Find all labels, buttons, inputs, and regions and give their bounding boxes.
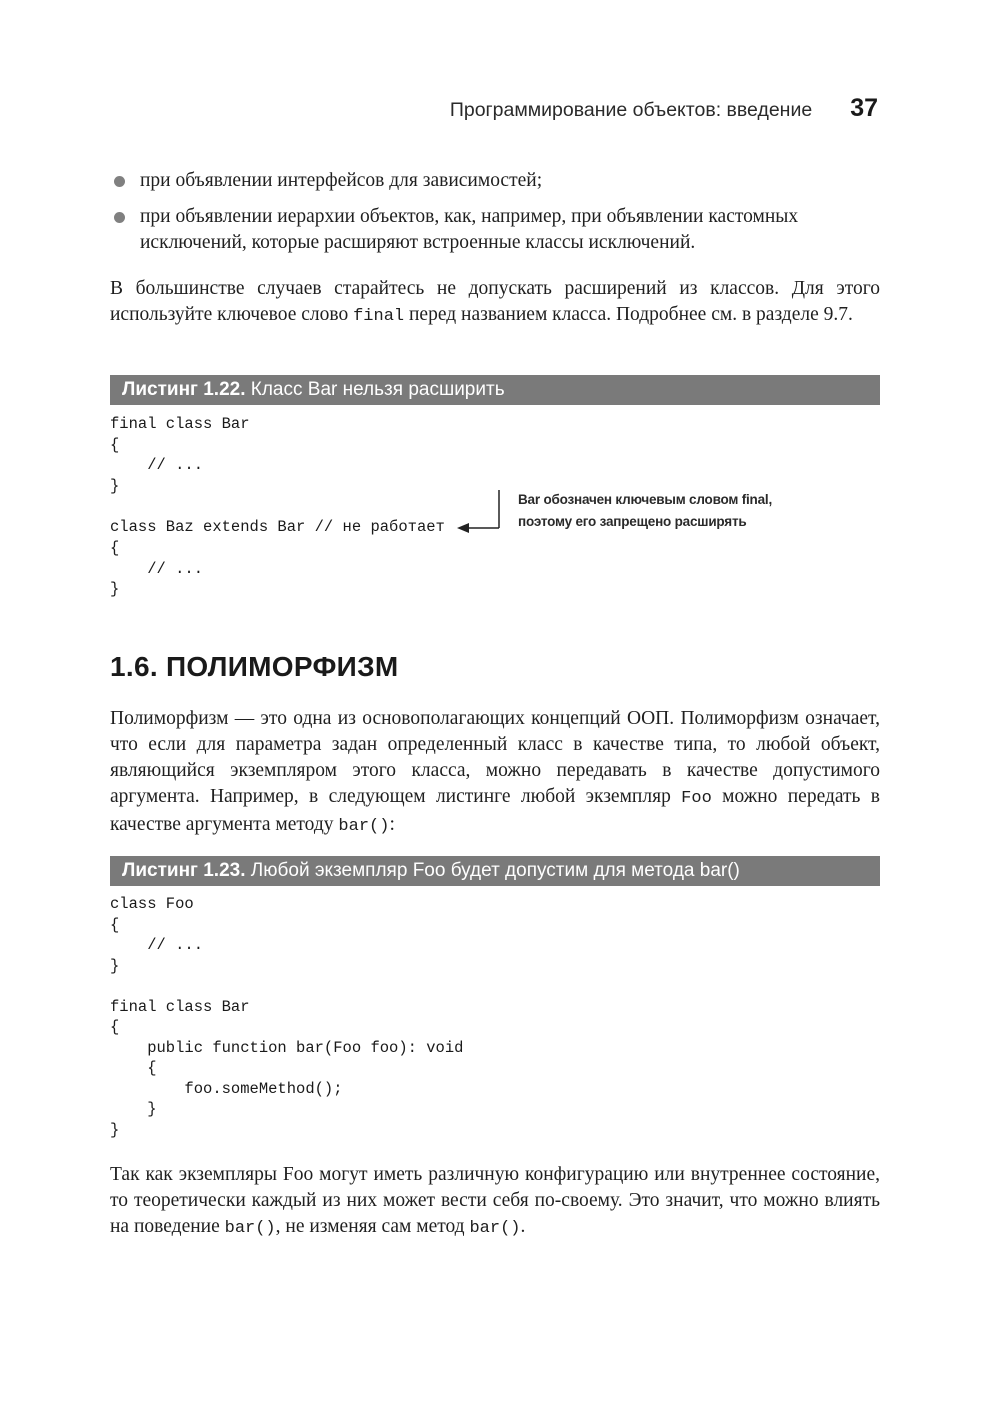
paragraph-text: В большинстве случаев старайтесь не допускать расширений из классов. Для этого используйте ключевое слово: [110, 278, 880, 325]
listing-number: Листинг 1.22.: [122, 379, 246, 400]
code-block: final class Bar { // ... }: [110, 415, 250, 495]
paragraph-text: Полиморфизм — это одна из основополагающих концепций ООП. Полиморфизм означает, что если для параметра задан определенный класс в качестве типа, то любой объект, являющийся экземпляром этого класса, можно передавать в качестве допустимого аргумента. Например, в следующем листинге любой экземпляр: [110, 708, 880, 807]
list-item-text: при объявлении интерфейсов для зависимостей;: [140, 170, 543, 191]
listing-title-bar: [110, 375, 880, 405]
paragraph-text: :: [389, 814, 395, 835]
inline-code: Foo: [681, 789, 712, 808]
code-block: class Foo { // ... } final class Bar { public function bar(Foo foo): void { foo.someMethod(); } }: [110, 895, 464, 1139]
paragraph-text: , не изменяя сам метод: [275, 1216, 470, 1237]
paragraph-conclusion: [110, 1162, 880, 1242]
inline-code: final: [353, 307, 405, 326]
running-header-title: Программирование объектов: введение: [449, 99, 813, 121]
paragraph-final-keyword: [110, 276, 880, 330]
paragraph-text: перед названием класса. Подробнее см. в разделе 9.7.: [404, 304, 853, 325]
listing-title-bar: [110, 856, 880, 886]
inline-code: bar(): [469, 1219, 521, 1238]
list-item-text: при объявлении иерархии объектов, как, например, при объявлении кастомных исключений, которые расширяют встроенные классы исключений.: [140, 206, 799, 253]
paragraph-text: можно передать в качестве аргумента методу: [110, 786, 881, 835]
listing-caption: Класс Bar нельзя расширить: [245, 379, 505, 400]
bullet-icon: [114, 212, 125, 223]
listing-number: Листинг 1.23.: [122, 860, 246, 881]
code-annotation: Bar обозначен ключевым словом final, поэтому его запрещено расширять: [518, 492, 773, 529]
annotation-arrow-icon: [455, 488, 505, 533]
list-item: [110, 204, 880, 256]
bullet-icon: [114, 176, 125, 187]
inline-code: bar(): [338, 817, 390, 836]
code-line-baz: class Baz extends Bar // не работает: [110, 518, 445, 536]
page-number: 37: [850, 94, 878, 122]
paragraph-text: .: [520, 1216, 526, 1237]
running-header: [450, 94, 878, 123]
paragraph-polymorphism: [110, 706, 880, 840]
section-heading: 1.6. ПОЛИМОРФИЗМ: [110, 651, 399, 682]
inline-code: bar(): [224, 1219, 276, 1238]
bullet-list: [110, 168, 880, 266]
listing-caption: Любой экземпляр Foo будет допустим для метода bar(): [245, 860, 740, 881]
code-block: { // ... }: [110, 539, 204, 598]
paragraph-text: Так как экземпляры Foo могут иметь различную конфигурацию или внутреннее состояние, то теоретически каждый из них может вести себя по-своему. Это значит, что можно влиять на поведение: [110, 1164, 880, 1237]
list-item: [110, 168, 880, 194]
